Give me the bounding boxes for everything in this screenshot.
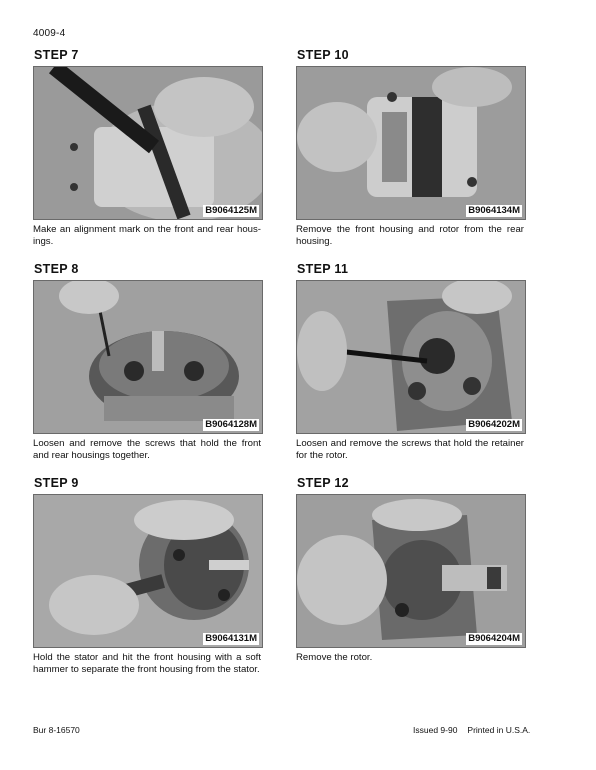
- photo-code: B9064202M: [468, 419, 520, 430]
- footer-issue-info: [413, 725, 530, 735]
- step-title: STEP 7: [34, 48, 79, 62]
- step-caption: Loosen and remove the screws that hold the front and rear housings together.: [33, 438, 261, 461]
- step-title: STEP 10: [297, 48, 349, 62]
- step-photo: [296, 66, 526, 220]
- step-title: STEP 8: [34, 262, 79, 276]
- step-photo: [33, 494, 263, 648]
- photo-code: B9064128M: [205, 419, 257, 430]
- rotor-removal-photo: [297, 495, 525, 647]
- photo-code: B9064204M: [468, 633, 520, 644]
- document-number: Bur 8-16570: [33, 725, 80, 735]
- step-photo: [33, 66, 263, 220]
- issued-date: Issued 9-90: [413, 725, 458, 735]
- step-photo: [33, 280, 263, 434]
- alternator-stator-photo: [34, 495, 262, 647]
- front-housing-removal-photo: [297, 67, 525, 219]
- step-10: [296, 48, 526, 247]
- step-title: STEP 11: [297, 262, 349, 276]
- page-number: 4009-4: [33, 28, 66, 39]
- step-caption: Hold the stator and hit the front housing with a soft hammer to separate the front housing from the stator.: [33, 652, 261, 675]
- step-caption: Remove the rotor.: [296, 652, 373, 663]
- step-photo: [296, 494, 526, 648]
- alternator-housing-photo: [34, 67, 262, 219]
- step-9: [33, 476, 263, 675]
- step-caption: Loosen and remove the screws that hold the retainer for the rotor.: [296, 438, 524, 461]
- step-11: [296, 262, 526, 461]
- step-12: [296, 476, 526, 664]
- step-photo: [296, 280, 526, 434]
- step-8: [33, 262, 263, 461]
- step-caption: Make an alignment mark on the front and rear hous-ings.: [33, 224, 261, 247]
- photo-code: B9064134M: [468, 205, 520, 216]
- printed-location: Printed in U.S.A.: [467, 725, 531, 735]
- photo-code: B9064125M: [205, 205, 257, 216]
- step-caption: Remove the front housing and rotor from the rear housing.: [296, 224, 524, 247]
- alternator-screws-photo: [34, 281, 262, 433]
- step-title: STEP 12: [297, 476, 349, 490]
- step-7: [33, 48, 263, 247]
- rotor-retainer-photo: [297, 281, 525, 433]
- step-title: STEP 9: [34, 476, 79, 490]
- photo-code: B9064131M: [205, 633, 257, 644]
